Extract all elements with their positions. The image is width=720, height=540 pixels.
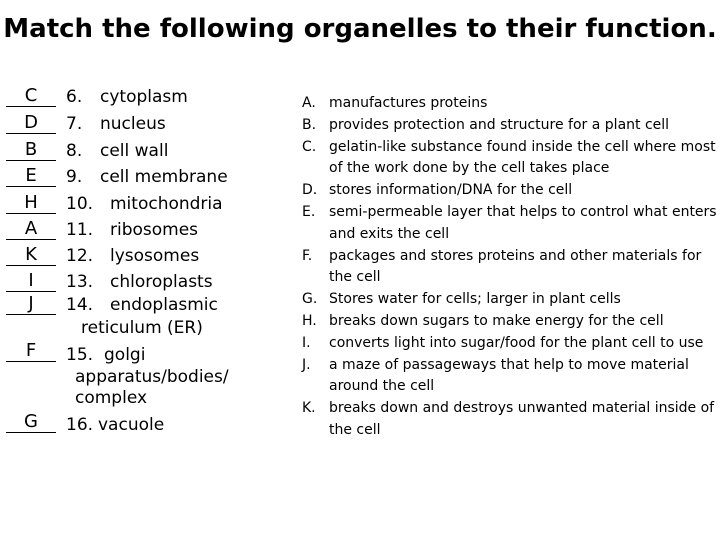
definition-text: converts light into sugar/food for the plant cell to use [329, 334, 704, 351]
definition-text: Stores water for cells; larger in plant cells [329, 291, 621, 308]
definition-item [302, 398, 720, 442]
item-number: 9. [66, 167, 83, 187]
organelle-term: mitochondria [110, 194, 223, 214]
definition-text: provides protection and structure for a plant cell [329, 116, 670, 133]
answer-blank[interactable]: F [6, 341, 56, 362]
item-number: 13. [66, 272, 94, 292]
definition-letter: A. [302, 95, 316, 111]
definition-letter: D. [302, 182, 318, 199]
definition-item [302, 202, 720, 246]
definition-item [302, 311, 720, 333]
organelle-term: cell wall [100, 141, 169, 161]
answer-blank[interactable]: I [6, 271, 56, 292]
item-number: 14. [66, 295, 94, 315]
page-title: Match the following organelles to their function. [3, 14, 717, 44]
definition-text: breaks down and destroys unwanted material inside of the cell [329, 400, 715, 438]
organelle-term: vacuole [98, 415, 165, 435]
definition-text: breaks down sugars to make energy for the cell [329, 312, 664, 329]
definition-letter: B. [302, 116, 317, 133]
organelle-list [0, 0, 290, 540]
answer-blank[interactable]: E [6, 166, 56, 187]
definition-item [302, 355, 720, 399]
organelle-term: chloroplasts [110, 272, 213, 292]
answer-blank[interactable]: C [6, 86, 56, 107]
definition-text: gelatin-like substance found inside the cell where most of the work done by the cell takes place [329, 138, 716, 177]
item-number: 6. [66, 87, 83, 107]
item-number: 16. [66, 415, 94, 435]
definition-item [302, 93, 720, 115]
organelle-term-continued: complex [75, 388, 148, 408]
item-number: 12. [66, 246, 94, 266]
answer-blank[interactable]: B [6, 140, 56, 161]
organelle-term: endoplasmic [110, 295, 218, 315]
organelle-term: cytoplasm [100, 87, 188, 107]
answer-blank[interactable]: A [6, 219, 56, 240]
definition-letter: K. [302, 400, 316, 417]
definition-item [302, 180, 720, 202]
definition-item [302, 289, 720, 311]
organelle-term: cell membrane [100, 167, 228, 187]
definition-letter: C. [302, 138, 317, 155]
definition-item [302, 137, 720, 181]
organelle-term: ribosomes [110, 220, 199, 240]
definition-letter: I. [302, 334, 311, 351]
organelle-term: nucleus [100, 114, 166, 134]
answer-blank[interactable]: G [6, 412, 56, 433]
definition-text: manufactures proteins [329, 95, 488, 111]
answer-blank[interactable]: H [6, 193, 56, 214]
answer-blank[interactable]: D [6, 113, 56, 134]
item-number: 11. [66, 220, 94, 240]
definition-item [302, 333, 720, 355]
definition-text: packages and stores proteins and other materials for the cell [329, 247, 702, 286]
item-number: 10. [66, 194, 94, 214]
definition-letter: J. [302, 356, 311, 373]
definition-letter: E. [302, 203, 316, 220]
item-number: 8. [66, 141, 83, 161]
definition-letter: H. [302, 312, 317, 329]
definition-text: stores information/DNA for the cell [329, 182, 573, 199]
definition-list [302, 93, 720, 442]
organelle-term-continued: apparatus/bodies/ [75, 367, 229, 387]
definition-letter: F. [302, 247, 313, 264]
answer-blank[interactable]: J [6, 294, 56, 315]
answer-blank[interactable]: K [6, 245, 56, 266]
definition-item [302, 246, 720, 290]
definition-text: a maze of passageways that help to move material around the cell [329, 356, 689, 395]
organelle-term: golgi [104, 345, 146, 365]
organelle-term: lysosomes [110, 246, 200, 266]
item-number: 15. [66, 345, 94, 365]
item-number: 7. [66, 114, 83, 134]
definition-item [302, 115, 720, 137]
organelle-term-continued: reticulum (ER) [81, 318, 203, 338]
definition-text: semi-permeable layer that helps to control what enters and exits the cell [329, 203, 717, 242]
definition-letter: G. [302, 291, 318, 308]
